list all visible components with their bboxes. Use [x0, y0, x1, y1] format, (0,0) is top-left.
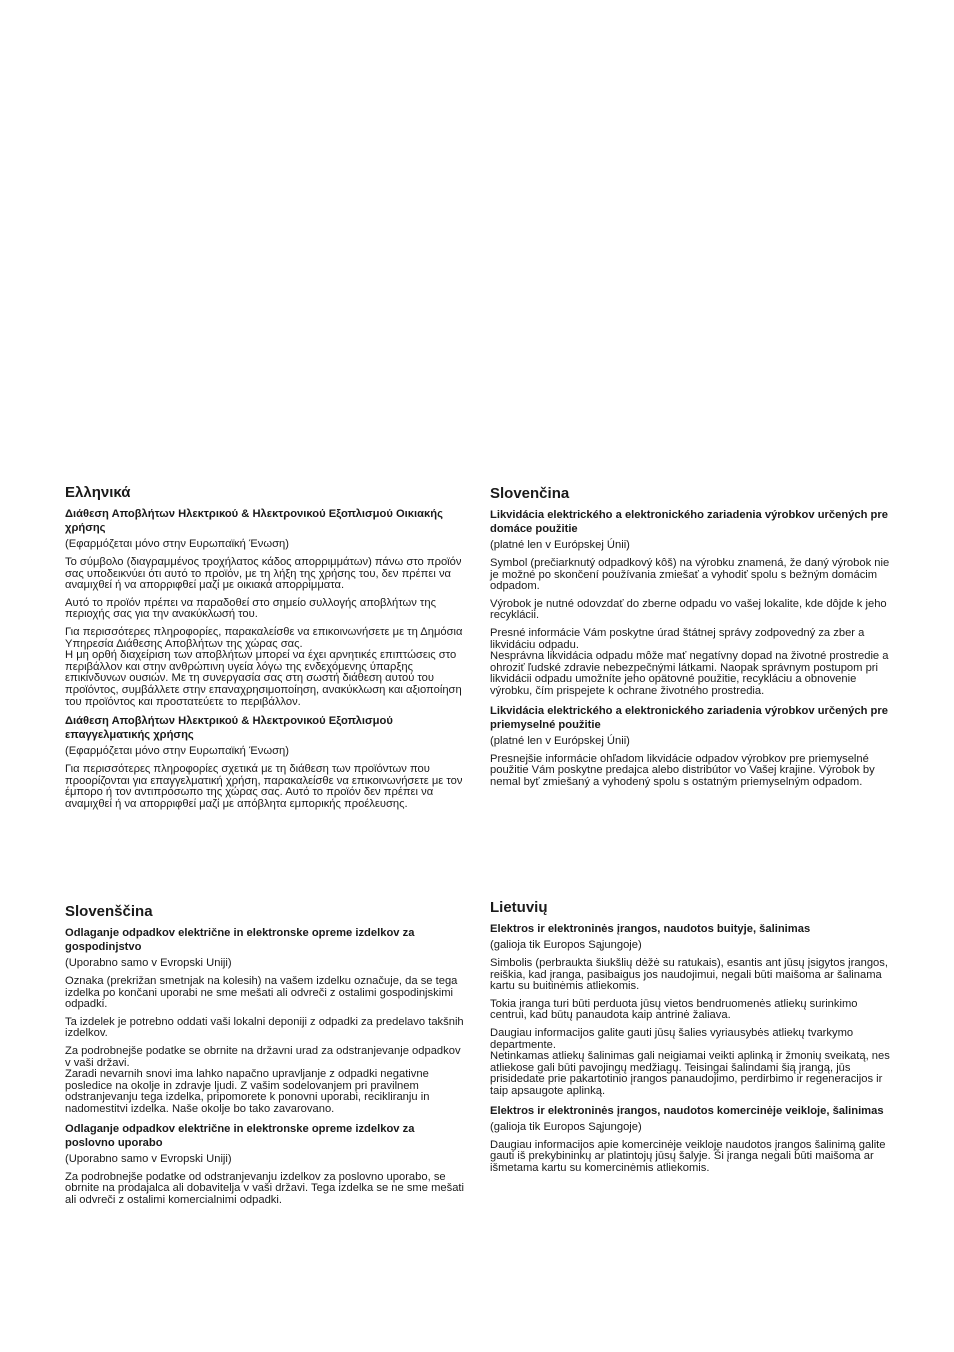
environment-paragraph: Netinkamas atliekų šalinimas gali neigiamai veikti aplinką ir žmonių sveikatą, nes atliekose gali būti pavojingų medžiagų. Teisingai šalindami šią įrangą, jūs prisidedate prie pakartotinio įrangos panaudojimo, perdirbimo ir regeneracijos ir taip apsaugote aplinką. — [490, 1050, 890, 1097]
collection-paragraph: Výrobok je nutné odovzdať do zberne odpadu vo vašej lokalite, kde dôjde k jeho recyklácii. — [490, 597, 887, 622]
section-greek — [65, 484, 465, 817]
info-paragraph: Daugiau informacijos galite gauti jūsų šalies vyriausybės atliekų tvarkymo departmente. — [490, 1026, 854, 1051]
eu-only-note: (platné len v Európskej Únii) — [490, 734, 630, 747]
symbol-paragraph: Symbol (prečiarknutý odpadkový kôš) na výrobku znamená, že daný výrobok nie je možné po skončení používania zmiešať a vyhodiť spolu s bežným domácim odpadom. — [490, 557, 890, 593]
symbol-paragraph: Το σύμβολο (διαγραμμένος τροχήλατος κάδος απορριμμάτων) πάνω στο προϊόν σας υποδεικνύει ότι αυτό το προϊόν, με τη λήξη της χρήσης του, δεν πρέπει να αναμιχθεί ή να απορριφθεί μαζί με οικιακά απορρίμματα. — [65, 556, 462, 592]
eu-only-note: (Uporabno samo v Evropski Uniji) — [65, 957, 232, 969]
section-slovenian — [65, 903, 465, 1212]
business-paragraph: Daugiau informacijos apie komercinėje veikloje naudotos įrangos šalinimą galite gauti iš prekybininkų ar platintojų jūsų šalyje. Ši įranga negali būti maišoma ar išmetama kartu su komercinėmis atliekomis. — [490, 1138, 886, 1174]
symbol-paragraph: Simbolis (perbraukta šiukšlių dėžė su ratukais), esantis ant jūsų įsigytos įrangos, reiškia, kad įranga, pasibaigus jos naudojimui, negali būti maišoma ar šalinama kartu su buitinėmis atliekomis. — [490, 957, 888, 993]
business-paragraph: Για περισσότερες πληροφορίες σχετικά με τη διάθεση των προϊόντων που προορίζονται για επαγγελματική χρήση, παρακαλείσθε να επικοινωνήσετε με τον έμπορο ή τον αντιπρόσωπο της χώρας σας. Αυτό το προϊόν δεν πρέπει να αναμιχθεί ή να απορριφθεί μαζί με απόβλητα εμπορικής προέλευσης. — [65, 763, 463, 810]
environment-paragraph: Nesprávna likvidácia odpadu môže mať negatívny dopad na životné prostredie a ohroziť ľudské zdravie nebezpečnými látkami. Naopak správnym postupom pri likvidácii odpadu umožníte jeho opätovné použitie, recykláciu a obnovenie výrobku, čím prispejete k ochrane životného prostredia. — [490, 650, 889, 697]
business-paragraph: Presnejšie informácie ohľadom likvidácie odpadov výrobkov pre priemyselné použitie Vám poskytne predajca alebo distribútor vo Vašej krajine. Výrobok by nemal byť zmiešaný a vyhodený spolu s ostatným priemyselným odpadom. — [490, 752, 875, 788]
eu-only-note: (Εφαρμόζεται μόνο στην Ευρωπαϊκή Ένωση) — [65, 745, 289, 758]
section-slovak — [490, 485, 890, 794]
business-heading: Likvidácia elektrického a elektronického zariadenia výrobkov určených pre priemyselné použitie — [490, 704, 888, 731]
section-title: Ελληνικά — [65, 484, 131, 501]
business-heading: Διάθεση Αποβλήτων Ηλεκτρικού & Ηλεκτρονικού Εξοπλισμού επαγγελματικής χρήσης — [65, 715, 393, 742]
business-heading: Odlaganje odpadkov električne in elektronske opreme izdelkov za poslovno uporabo — [65, 1122, 415, 1149]
eu-only-note: (galioja tik Europos Sąjungoje) — [490, 939, 642, 951]
business-heading: Elektros ir elektroninės įrangos, naudotos komercinėje veikloje, šalinimas — [490, 1104, 884, 1117]
collection-paragraph: Ta izdelek je potrebno oddati vaši lokalni deponiji z odpadki za predelavo takšnih izdelkov. — [65, 1015, 464, 1040]
eu-only-note: (Εφαρμόζεται μόνο στην Ευρωπαϊκή Ένωση) — [65, 538, 289, 550]
info-paragraph: Presné informácie Vám poskytne úrad štátnej správy zodpovedný za zber a likvidáciu odpadu. — [490, 626, 865, 651]
business-paragraph: Za podrobnejše podatke od odstranjevanju izdelkov za poslovno uporabo, se obrnite na prodajalca ali dobavitelja v vaši državi. Tega izdelka se ne sme mešati ali odvreči z ostalimi komercialnimi odpadki. — [65, 1170, 465, 1206]
eu-only-note: (platné len v Európskej Únii) — [490, 539, 630, 551]
collection-paragraph: Tokia įranga turi būti perduota jūsų vietos bendruomenės atliekų surinkimo centrui, kad būtų panaudota kaip antrinė žaliava. — [490, 997, 858, 1022]
collection-paragraph: Αυτό το προϊόν πρέπει να παραδοθεί στο σημείο συλλογής αποβλήτων της περιοχής σας για την ανακύκλωσή του. — [65, 596, 436, 621]
symbol-paragraph: Oznaka (prekrižan smetnjak na kolesih) na vašem izdelku označuje, da se tega izdelka po končani uporabi ne sme mešati ali odvreči z ostalimi gospodinjskimi odpadki. — [65, 975, 458, 1011]
section-title: Slovenčina — [490, 485, 570, 502]
info-paragraph: Za podrobnejše podatke se obrnite na državni urad za odstranjevanje odpadkov v vaši državi. — [65, 1044, 461, 1069]
section-title: Slovenščina — [65, 903, 153, 920]
section-title: Lietuvių — [490, 899, 548, 916]
household-heading: Διάθεση Αποβλήτων Ηλεκτρικού & Ηλεκτρονικού Εξοπλισμού Οικιακής χρήσης — [65, 508, 443, 534]
section-lithuanian — [490, 899, 890, 1180]
household-heading: Odlaganje odpadkov električne in elektronske opreme izdelkov za gospodinjstvo — [65, 927, 415, 953]
household-heading: Likvidácia elektrického a elektronického zariadenia výrobkov určených pre domáce použitie — [490, 509, 888, 535]
environment-paragraph: Η μη ορθή διαχείριση των αποβλήτων μπορεί να έχει αρνητικές επιπτώσεις στο περιβάλλον και στην ανθρώπινη υγεία λόγω της ενδεχόμενης ύπαρξης επικίνδυνων ουσιών. Με τη συνεργασία σας στη σωστή διάθεση αυτού του προϊόντος, συμβάλλετε στην επαναχρησιμοποίηση, ανακύκλωση και αξιοποίηση του προϊόντος και προστατεύετε το περιβάλλον. — [65, 649, 462, 708]
household-heading: Elektros ir elektroninės įrangos, naudotos buityje, šalinimas — [490, 923, 811, 935]
eu-only-note: (Uporabno samo v Evropski Uniji) — [65, 1152, 232, 1165]
eu-only-note: (galioja tik Europos Sąjungoje) — [490, 1120, 642, 1133]
info-paragraph: Για περισσότερες πληροφορίες, παρακαλείσθε να επικοινωνήσετε με τη Δημόσια Υπηρεσία Διάθεσης Αποβλήτων της χώρας σας. — [65, 625, 463, 650]
environment-paragraph: Zaradi nevarnih snovi ima lahko napačno upravljanje z odpadki negativne posledice na okolje in zdravje ljudi. Z vašim sodelovanjem pri pravilnem odstranjevanju tega izdelka, pripomorete k ponovni uporabi, recikliranju in nadomestitvi izdelka. Naše okolje bo tako zavarovano. — [65, 1068, 430, 1115]
